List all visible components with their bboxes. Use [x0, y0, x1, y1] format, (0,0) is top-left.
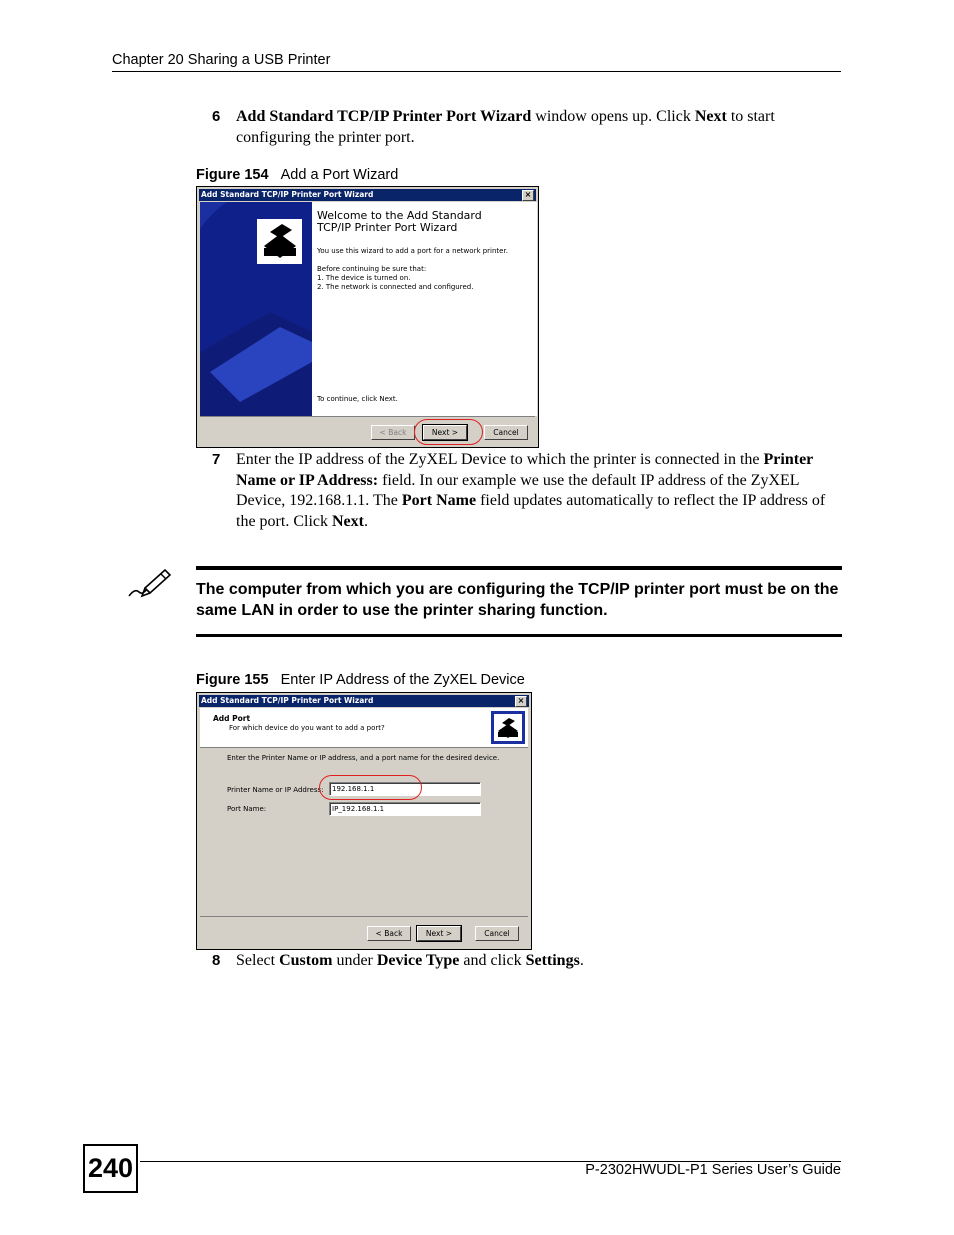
wizard-before: Before continuing be sure that: [317, 265, 427, 273]
step-6-text [236, 107, 836, 148]
wizard-side-graphic [200, 202, 312, 416]
running-header: Chapter 20 Sharing a USB Printer [112, 52, 331, 68]
header-rule [112, 71, 841, 72]
wizard-name: Add Standard TCP/IP Printer Port Wizard [236, 108, 532, 125]
step-text-part: . [363, 512, 368, 530]
printer-name-label: Printer Name or IP Address: [227, 786, 324, 794]
wizard-item-2: 2. The network is connected and configured. [317, 283, 474, 291]
step-text-part: and click [459, 952, 526, 969]
window-title: Add Standard TCP/IP Printer Port Wizard [201, 696, 374, 705]
separator [200, 416, 535, 417]
printer-icon [491, 711, 525, 744]
cancel-button[interactable]: Cancel [475, 926, 519, 941]
step-text-part: window opens up. Click [531, 108, 695, 125]
figure-155-caption [196, 672, 525, 688]
next-button[interactable]: Next > [423, 425, 467, 440]
cancel-button[interactable]: Cancel [484, 425, 528, 440]
step-text-part: under [332, 952, 377, 969]
step-text-part: . [579, 952, 584, 969]
page-subheading: For which device do you want to add a port? [229, 724, 385, 732]
add-port-screenshot [196, 692, 532, 950]
option-emphasis: Device Type [376, 952, 460, 969]
wizard-continue: To continue, click Next. [317, 395, 398, 403]
next-emphasis: Next [694, 108, 727, 125]
separator [200, 747, 528, 748]
figure-title: Enter IP Address of the ZyXEL Device [280, 672, 525, 688]
window-title: Add Standard TCP/IP Printer Port Wizard [201, 190, 374, 199]
heading-line: TCP/IP Printer Port Wizard [317, 221, 458, 234]
step-number: 7 [212, 451, 221, 468]
instruction-text: Enter the Printer Name or IP address, and a port name for the desired device. [227, 754, 500, 762]
close-button[interactable]: × [522, 190, 534, 201]
back-button[interactable]: < Back [367, 926, 411, 941]
wizard-intro: You use this wizard to add a port for a network printer. [317, 247, 508, 255]
window-titlebar [199, 695, 529, 707]
figure-154-caption [196, 167, 398, 183]
running-footer: P-2302HWUDL-P1 Series User’s Guide [585, 1162, 841, 1178]
figure-label: Figure 155 [196, 672, 269, 688]
wizard-item-1: 1. The device is turned on. [317, 274, 411, 282]
step-text-part: Select [236, 952, 280, 969]
step-text-part: Enter the IP address of the ZyXEL Device to which the printer is connected in the [236, 451, 764, 468]
step-text-part: field updates automatically to reflect the IP address of the port. Click [236, 492, 826, 530]
figure-label: Figure 154 [196, 167, 269, 183]
wizard-header-panel [200, 708, 528, 747]
highlight-oval [319, 775, 422, 800]
port-name-input[interactable]: IP_192.168.1.1 [329, 802, 481, 816]
wizard-content [312, 202, 537, 416]
figure-title: Add a Port Wizard [280, 167, 399, 183]
next-emphasis: Next [331, 512, 364, 530]
step-8-text [236, 951, 842, 972]
printer-name-input[interactable]: 192.168.1.1 [329, 782, 481, 796]
next-button[interactable]: Next > [417, 926, 461, 941]
close-button[interactable]: × [515, 696, 527, 707]
page-heading: Add Port [213, 714, 251, 723]
step-number: 8 [212, 952, 221, 969]
note-text: The computer from which you are configuring the TCP/IP printer port must be on the same LAN in order to use the printer sharing function. [196, 581, 839, 619]
wizard-welcome-heading [317, 210, 482, 234]
port-name-label: Port Name: [227, 805, 267, 813]
back-button[interactable]: < Back [371, 425, 415, 440]
highlight-oval [414, 419, 483, 445]
note-rule-bottom [196, 634, 842, 637]
step-number: 6 [212, 108, 221, 125]
pencil-note-icon [125, 566, 173, 605]
note-rule-top [196, 566, 842, 570]
option-emphasis: Settings [525, 952, 580, 969]
wizard-side-panel [200, 202, 312, 416]
option-emphasis: Custom [279, 952, 333, 969]
window-titlebar [199, 189, 536, 201]
step-text-part: to start configuring the printer port. [236, 108, 775, 146]
field-emphasis: Port Name [401, 492, 477, 509]
wizard-welcome-screenshot [196, 186, 539, 448]
field-emphasis: Printer Name or IP Address: [236, 451, 813, 489]
page-number: 240 [83, 1144, 138, 1193]
heading-line: Welcome to the Add Standard [317, 209, 482, 222]
step-7-text [236, 450, 842, 532]
step-text-part: field. In our example we use the default IP address of the ZyXEL Device, 192.168.1.1. The [236, 471, 799, 509]
separator [200, 916, 528, 917]
